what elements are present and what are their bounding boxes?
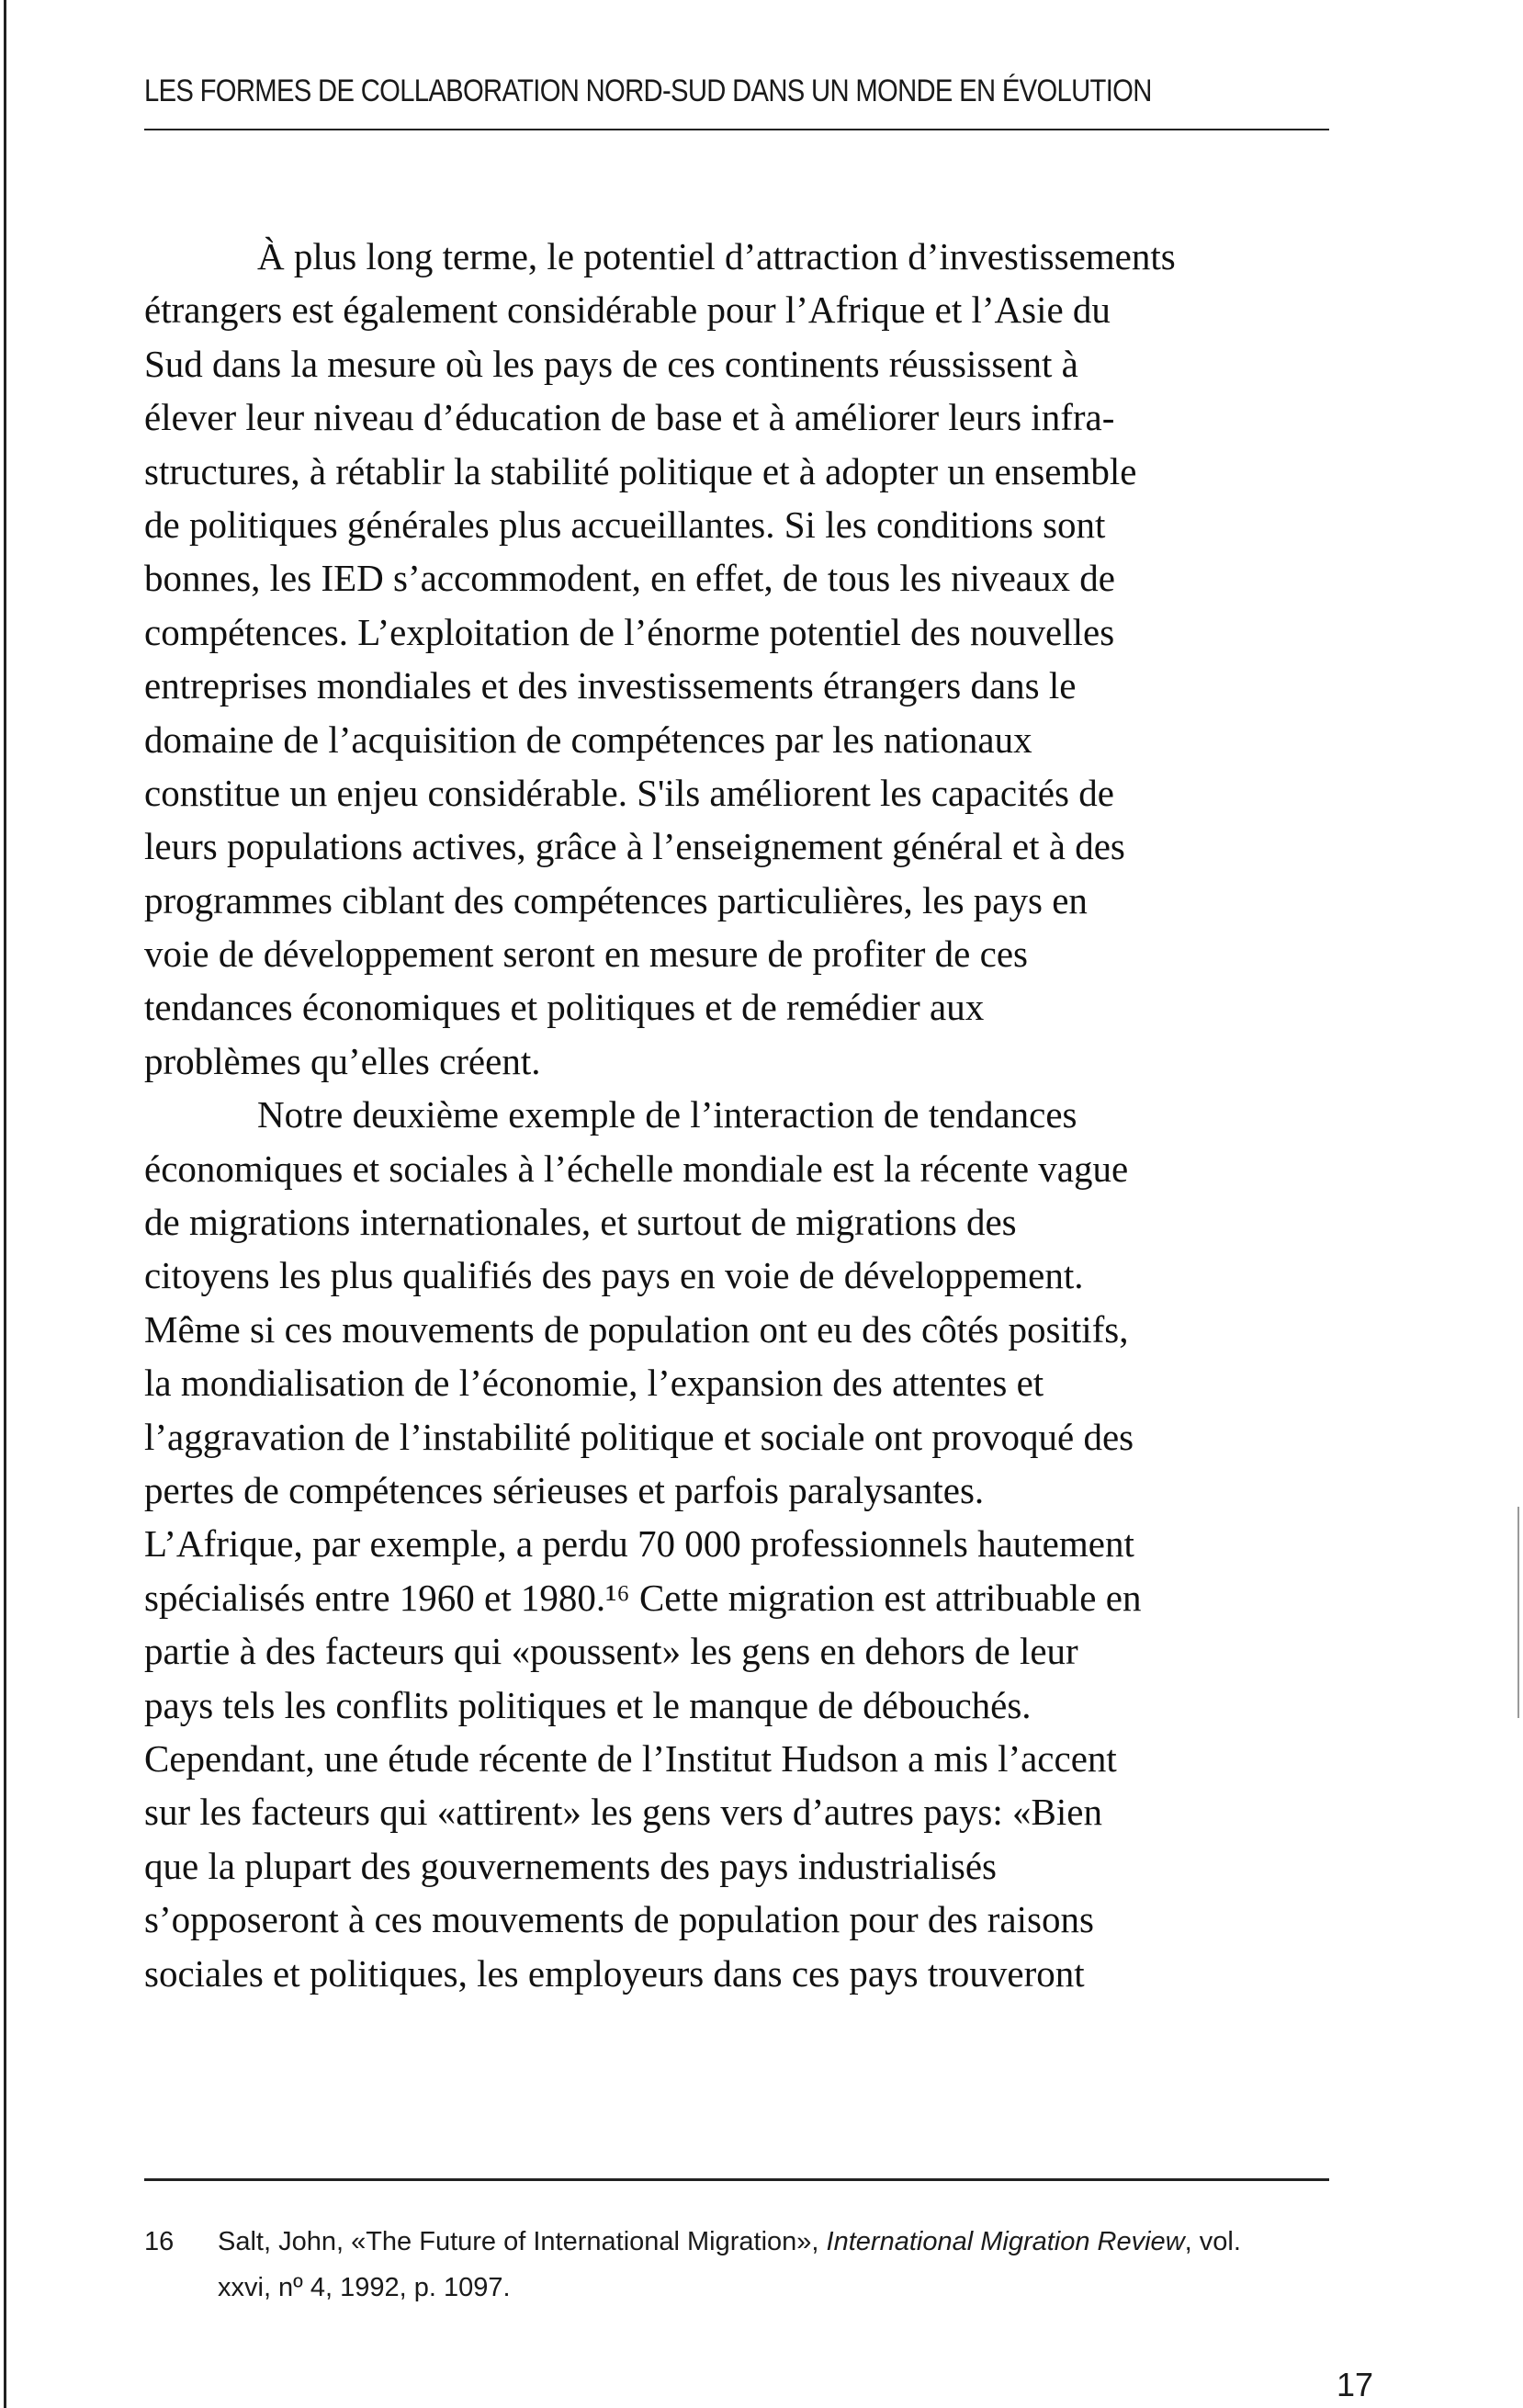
text-line: spécialisés entre 1960 et 1980.¹⁶ Cette migration est attribuable en [144, 1576, 1142, 1619]
page-edge-line [4, 0, 6, 2408]
text-line: étrangers est également considérable pour l’Afrique et l’Asie du [144, 288, 1111, 332]
running-head: LES FORMES DE COLLABORATION NORD-SUD DANS UN MONDE EN ÉVOLUTION [144, 73, 1152, 108]
header-rule [144, 129, 1329, 130]
footnote-journal-title: International Migration Review [826, 2227, 1185, 2256]
footnote-line: xxvi, nº 4, 1992, p. 1097. [218, 2273, 511, 2302]
text-line: de politiques générales plus accueillantes. Si les conditions sont [144, 503, 1106, 546]
text-line: compétences. L’exploitation de l’énorme potentiel des nouvelles [144, 610, 1115, 653]
footnote-number: 16 [144, 2227, 175, 2256]
text-line: Notre deuxième exemple de l’interaction de tendances [144, 1093, 1077, 1136]
footnote-citation-end: , vol. [1184, 2227, 1241, 2256]
text-line: partie à des facteurs qui «poussent» les gens en dehors de leur [144, 1630, 1078, 1673]
text-line: programmes ciblant des compétences particulières, les pays en [144, 878, 1088, 921]
text-line: tendances économiques et politiques et de remédier aux [144, 986, 985, 1029]
text-line: la mondialisation de l’économie, l’expansion des attentes et [144, 1362, 1044, 1405]
text-line: À plus long terme, le potentiel d’attraction d’investissements [144, 235, 1176, 277]
text-line: Même si ces mouvements de population ont eu des côtés positifs, [144, 1307, 1129, 1351]
body-text [144, 230, 1338, 2000]
text-line: pays tels les conflits politiques et le manque de débouchés. [144, 1683, 1032, 1726]
footnote [144, 2219, 1338, 2311]
text-line: de migrations internationales, et surtout de migrations des [144, 1201, 1017, 1244]
text-line: élever leur niveau d’éducation de base et à améliorer leurs infra- [144, 396, 1115, 439]
text-line: leurs populations actives, grâce à l’enseignement général et à des [144, 825, 1125, 868]
text-line: l’aggravation de l’instabilité politique et sociale ont provoqué des [144, 1415, 1134, 1458]
text-line: problèmes qu’elles créent. [144, 1039, 541, 1082]
footnote-rule [144, 2178, 1329, 2181]
text-line: citoyens les plus qualifiés des pays en voie de développement. [144, 1254, 1084, 1297]
text-line: domaine de l’acquisition de compétences par les nationaux [144, 718, 1032, 761]
scan-artifact-line [1517, 1507, 1519, 1718]
text-line: Sud dans la mesure où les pays de ces continents réussissent à [144, 342, 1078, 385]
text-line: bonnes, les IED s’accommodent, en effet, de tous les niveaux de [144, 557, 1115, 600]
text-line: constitue un enjeu considérable. S'ils améliorent les capacités de [144, 771, 1114, 814]
footnote-citation: Salt, John, «The Future of International Migration», [218, 2227, 827, 2256]
text-line: sur les facteurs qui «attirent» les gens vers d’autres pays: «Bien [144, 1791, 1102, 1834]
footnote-line [144, 2219, 1338, 2265]
text-line: entreprises mondiales et des investissements étrangers dans le [144, 664, 1077, 707]
text-line: sociales et politiques, les employeurs dans ces pays trouveront [144, 1951, 1085, 1995]
text-line: voie de développement seront en mesure de profiter de ces [144, 933, 1028, 976]
page-number: 17 [1337, 2366, 1374, 2403]
text-line: Cependant, une étude récente de l’Institut Hudson a mis l’accent [144, 1736, 1117, 1780]
text-line: s’opposeront à ces mouvements de population pour des raisons [144, 1898, 1094, 1941]
text-line: que la plupart des gouvernements des pays industrialisés [144, 1844, 997, 1887]
text-line: L’Afrique, par exemple, a perdu 70 000 professionnels hautement [144, 1522, 1134, 1566]
text-line: structures, à rétablir la stabilité politique et à adopter un ensemble [144, 449, 1137, 492]
text-line: économiques et sociales à l’échelle mondiale est la récente vague [144, 1147, 1129, 1190]
text-line: pertes de compétences sérieuses et parfois paralysantes. [144, 1468, 985, 1511]
